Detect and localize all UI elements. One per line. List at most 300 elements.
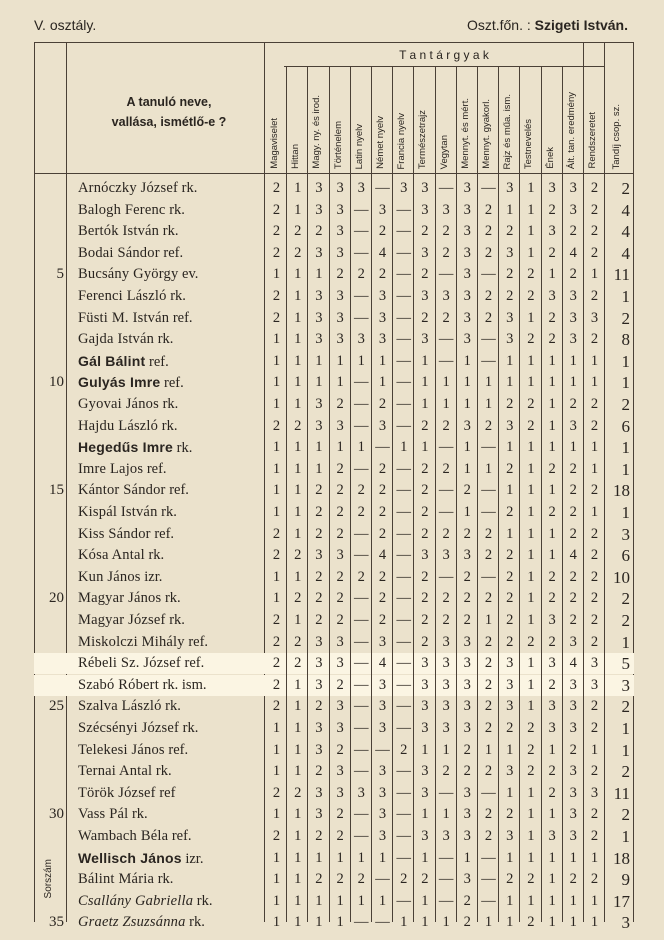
grade-cell: — [375, 741, 390, 758]
grade-cell: — [481, 892, 496, 909]
grade-cell: 2 [590, 288, 599, 304]
grade-cell: 1 [527, 612, 535, 628]
grade-cell: — [396, 784, 411, 801]
grade-cell: — [354, 201, 369, 218]
student-religion: ref. [169, 482, 189, 499]
grade-cell: 4 [569, 655, 577, 672]
student-name: Magyar József [78, 612, 166, 628]
student-name: Ternai Antal [78, 763, 153, 780]
grade-cell: — [354, 396, 369, 412]
grade-cell: — [396, 396, 411, 412]
grade-cell: 2 [527, 633, 535, 650]
grade-cell: 2 [272, 633, 281, 650]
grade-cell: 2 [463, 525, 471, 542]
grade-cell: 2 [315, 223, 323, 240]
grade-cell: 3 [463, 676, 471, 693]
grade-cell: 1 [569, 352, 577, 369]
grade-cell: — [481, 784, 496, 801]
grade-cell: 3 [506, 655, 514, 672]
grade-cell: — [481, 871, 496, 888]
grade-cell: — [354, 612, 369, 628]
fee-group-cell: 3 [621, 913, 630, 933]
table-row [34, 351, 634, 372]
column-header: Francia nyelv [396, 112, 408, 169]
grade-cell: 2 [548, 568, 556, 585]
grade-cell: 2 [484, 655, 493, 672]
grade-cell: 1 [378, 849, 387, 866]
table-row [34, 308, 634, 329]
student-name: Wambach Béla [78, 828, 169, 844]
grade-cell: 3 [336, 417, 344, 434]
grade-cell: 3 [315, 655, 323, 672]
grade-cell: 3 [336, 698, 344, 715]
grade-cell: 1 [272, 482, 281, 499]
grade-cell: 1 [527, 547, 535, 564]
grade-cell: 1 [294, 482, 302, 499]
grade-cell: 2 [315, 504, 323, 520]
grade-cell: 2 [421, 568, 429, 585]
grade-cell: 3 [442, 655, 450, 672]
grade-cell: 1 [463, 374, 471, 391]
grade-cell: 3 [506, 331, 514, 348]
grade-cell: 3 [548, 828, 556, 844]
grade-cell: 2 [569, 223, 577, 240]
grade-cell: 3 [506, 417, 514, 434]
grade-cell: 3 [569, 806, 577, 823]
grade-cell: 3 [463, 201, 471, 218]
grade-cell: 3 [336, 309, 344, 326]
table-row [34, 200, 634, 221]
grade-cell: 1 [272, 914, 281, 931]
grade-cell: 3 [336, 655, 344, 672]
grade-cell: — [438, 180, 454, 196]
column-header: Vegytan [438, 134, 450, 169]
subjects-group-header: T a n t á r g y a k [399, 48, 489, 62]
grade-cell: 2 [590, 331, 599, 348]
grade-cell: 3 [463, 266, 471, 283]
grade-cell: 1 [506, 201, 514, 218]
grade-cell: 2 [590, 828, 599, 844]
grade-cell: 2 [463, 612, 471, 628]
grade-cell: — [396, 504, 411, 520]
table-row [34, 264, 634, 285]
grade-cell: 2 [315, 612, 323, 628]
grade-cell: 1 [294, 352, 302, 369]
grade-cell: 1 [527, 784, 535, 801]
student-religion: rk. [161, 417, 178, 434]
grade-cell: 2 [336, 525, 344, 542]
grade-cell: 1 [294, 266, 302, 283]
grade-cell: 2 [421, 460, 429, 477]
student-religion: rk. [176, 440, 193, 457]
grade-cell: — [396, 374, 411, 391]
grade-cell: 2 [272, 417, 281, 434]
table-row [34, 826, 634, 847]
grade-cell: — [481, 331, 496, 348]
fee-group-cell: 2 [621, 179, 630, 198]
grade-cell: 3 [315, 288, 323, 304]
grade-cell: 1 [421, 741, 429, 758]
grade-cell: 1 [272, 331, 281, 348]
grade-cell: 2 [336, 266, 344, 283]
grade-cell: 1 [294, 698, 302, 715]
grade-cell: — [396, 590, 411, 607]
grade-cell: 1 [294, 828, 302, 844]
grade-cell: 1 [315, 374, 323, 391]
grade-cell: 1 [527, 590, 535, 607]
grade-cell: 2 [484, 244, 493, 261]
grade-cell: 1 [315, 914, 323, 931]
grade-cell: 1 [315, 439, 323, 456]
student-name-cell [78, 286, 186, 307]
student-religion: rk. [162, 396, 179, 412]
grade-cell: — [354, 244, 369, 261]
grade-cell: 3 [548, 655, 556, 672]
grade-cell: 1 [294, 288, 302, 304]
grade-cell: 2 [463, 590, 471, 607]
grade-cell: 1 [506, 439, 514, 456]
table-row [34, 524, 634, 545]
table-row [34, 221, 634, 242]
grade-cell: 1 [400, 439, 408, 456]
student-religion: rk. [170, 288, 186, 304]
grade-cell: 1 [484, 374, 493, 391]
student-religion: izr. [185, 850, 204, 867]
grade-cell: 2 [357, 568, 365, 585]
table-row [34, 912, 634, 933]
grade-cell: 1 [506, 482, 514, 499]
grade-cell: 3 [315, 201, 323, 218]
grade-cell: 2 [569, 871, 577, 888]
grade-cell: 1 [357, 892, 365, 909]
student-name-cell [78, 502, 177, 523]
grade-cell: 1 [294, 871, 302, 888]
grade-cell: 1 [336, 849, 344, 866]
student-name-cell [78, 718, 198, 739]
grade-cell: 3 [378, 720, 387, 736]
grade-cell: 2 [484, 806, 493, 823]
grade-cell: 2 [442, 244, 450, 261]
grade-cell: — [375, 180, 390, 196]
grade-cell: 2 [569, 568, 577, 585]
grade-cell: 1 [442, 374, 450, 391]
table-row [34, 869, 634, 890]
grade-cell: 3 [569, 309, 577, 326]
fee-group-cell: 2 [621, 805, 630, 825]
table-row [34, 459, 634, 480]
student-name-cell [78, 783, 175, 804]
grade-cell: 2 [421, 309, 429, 326]
grade-cell: 4 [378, 655, 387, 672]
grade-cell: 2 [442, 612, 450, 628]
column-header: Történelem [332, 120, 344, 169]
class-label: V. osztály. [34, 17, 97, 33]
grade-cell: — [354, 806, 369, 823]
grade-cell: — [481, 266, 496, 283]
grade-cell: — [396, 352, 411, 369]
grade-cell: 3 [421, 180, 429, 196]
grade-cell: 2 [378, 223, 387, 240]
fee-group-cell: 4 [621, 243, 630, 263]
fee-group-cell: 1 [621, 827, 630, 846]
grade-cell: 2 [421, 482, 429, 499]
grade-cell: 1 [421, 352, 429, 369]
student-name: Hegedűs Imre [78, 439, 173, 456]
grade-cell: 2 [294, 590, 302, 607]
fee-group-cell: 6 [621, 546, 630, 566]
grade-cell: 2 [421, 612, 429, 628]
grade-cell: 3 [590, 784, 599, 801]
student-religion: rk. [148, 547, 165, 564]
grade-cell: 3 [506, 180, 514, 196]
grade-cell: — [396, 288, 411, 304]
student-name: Graetz Zsuzsánna [78, 914, 186, 931]
grade-cell: 3 [421, 784, 429, 801]
grade-cell: 3 [336, 180, 344, 196]
grade-cell: 2 [336, 460, 344, 477]
grade-cell: 3 [315, 309, 323, 326]
grade-cell: 1 [378, 374, 387, 391]
grade-cell: 1 [378, 892, 387, 909]
grade-cell: 2 [506, 288, 514, 304]
grade-cell: 1 [484, 741, 493, 758]
grade-cell: 2 [357, 266, 365, 283]
fee-group-cell: 2 [621, 762, 630, 782]
grade-cell: 2 [442, 223, 450, 240]
grade-cell: 2 [442, 763, 450, 780]
grade-cell: 2 [569, 482, 577, 499]
grade-cell: — [396, 676, 411, 693]
grade-cell: 3 [336, 223, 344, 240]
table-row [34, 372, 634, 393]
grade-cell: — [438, 892, 454, 909]
grade-cell: 2 [548, 331, 556, 348]
grade-cell: 2 [548, 784, 556, 801]
grade-cell: 1 [506, 374, 514, 391]
grade-cell: 2 [590, 547, 599, 564]
grade-cell: 1 [442, 914, 450, 931]
grade-cell: 1 [272, 871, 281, 888]
grade-cell: 2 [442, 417, 450, 434]
grade-cell: 2 [357, 504, 365, 520]
grade-cell: 2 [590, 698, 599, 715]
student-name-cell [78, 329, 173, 350]
grade-cell: 1 [272, 352, 281, 369]
grade-cell: 1 [548, 849, 556, 866]
grade-cell: 2 [527, 266, 535, 283]
name-header: A tanuló neve, vallása, ismétlő-e ? [111, 95, 227, 129]
grade-cell: 2 [527, 396, 535, 412]
grade-cell: 1 [294, 568, 302, 585]
fee-group-cell: 1 [621, 632, 630, 652]
grade-cell: 2 [484, 828, 493, 844]
fee-group-cell: 9 [621, 870, 630, 890]
grade-cell: 2 [548, 201, 556, 218]
grade-cell: 3 [548, 288, 556, 304]
grade-cell: 1 [484, 612, 493, 628]
grade-cell: 2 [315, 568, 323, 585]
grade-cell: 2 [484, 309, 493, 326]
grade-cell: 4 [569, 547, 577, 564]
grade-cell: 1 [548, 439, 556, 456]
grade-cell: 2 [272, 525, 281, 542]
fee-group-cell: 2 [621, 611, 630, 630]
student-name-cell [78, 761, 172, 782]
grade-cell: 3 [421, 720, 429, 736]
grade-cell: 2 [506, 568, 514, 585]
grade-cell: 3 [378, 288, 387, 304]
grade-cell: — [396, 828, 411, 844]
grade-cell: 2 [272, 828, 281, 844]
grade-cell: 2 [527, 417, 535, 434]
grade-cell: — [481, 180, 496, 196]
student-religion: ref. [188, 633, 209, 650]
grade-cell: 1 [294, 309, 302, 326]
table-row [34, 848, 634, 869]
grade-cell: 2 [506, 871, 514, 888]
grade-cell: 2 [548, 676, 556, 693]
grade-cell: 3 [336, 288, 344, 304]
grade-cell: 1 [569, 374, 577, 391]
grade-cell: 3 [378, 806, 387, 823]
grade-cell: — [354, 460, 369, 477]
grade-cell: 3 [506, 763, 514, 780]
row-number: 15 [49, 482, 64, 499]
row-number: 35 [49, 914, 64, 931]
grade-cell: 2 [272, 288, 281, 304]
column-header: Testnevelés [523, 118, 535, 169]
fee-group-cell: 11 [613, 783, 630, 803]
grade-cell: 1 [421, 849, 429, 866]
grade-cell: 3 [421, 244, 429, 261]
grade-cell: 2 [294, 784, 302, 801]
grade-cell: 1 [506, 352, 514, 369]
grade-cell: 2 [548, 590, 556, 607]
grade-cell: 2 [272, 676, 281, 693]
grade-cell: 3 [569, 763, 577, 780]
grade-cell: 3 [421, 763, 429, 780]
grade-cell: — [396, 633, 411, 650]
grade-cell: 1 [294, 892, 302, 909]
grade-cell: 1 [548, 547, 556, 564]
grade-cell: — [396, 806, 411, 823]
grade-cell: 1 [506, 741, 514, 758]
grade-cell: 2 [484, 590, 493, 607]
student-name: Kun János [78, 568, 141, 585]
grade-cell: 1 [294, 676, 302, 693]
student-religion: rk. [169, 612, 185, 628]
grade-table [34, 42, 634, 933]
grade-cell: 2 [590, 590, 599, 607]
grade-cell: 2 [294, 655, 302, 672]
grade-cell: 2 [442, 460, 450, 477]
grade-cell: 1 [548, 914, 556, 931]
table-row [34, 740, 634, 761]
fee-group-cell: 1 [621, 373, 630, 393]
student-name: Kispál István [78, 504, 158, 520]
student-name-cell [78, 912, 205, 933]
grade-cell: 1 [272, 460, 281, 477]
grade-cell: 1 [442, 806, 450, 823]
grade-cell: — [354, 763, 369, 780]
student-name: Telekesi János [78, 741, 165, 758]
grade-cell: — [396, 482, 411, 499]
grade-cell: 3 [315, 244, 323, 261]
fee-group-cell: 18 [613, 848, 630, 868]
grade-cell: 1 [527, 655, 535, 672]
grade-cell: 3 [569, 331, 577, 348]
student-name-cell [78, 696, 181, 717]
student-religion: rk. [157, 871, 174, 888]
grade-cell: 1 [421, 396, 429, 412]
grade-cell: 1 [294, 180, 302, 196]
grade-cell: — [375, 914, 390, 931]
grade-cell: 2 [506, 460, 514, 477]
grade-cell: 1 [463, 504, 471, 520]
student-name-cell [78, 567, 162, 588]
grade-cell: 1 [506, 784, 514, 801]
grade-cell: 1 [272, 849, 281, 866]
grade-cell: 1 [336, 352, 344, 369]
grade-cell: 1 [272, 504, 281, 520]
grade-cell: — [438, 439, 454, 456]
grade-cell: 2 [548, 309, 556, 326]
grade-cell: 2 [484, 201, 493, 218]
row-number: 30 [49, 806, 64, 823]
grade-cell: 1 [484, 460, 493, 477]
grade-cell: 3 [442, 288, 450, 304]
grade-cell: 2 [421, 871, 429, 888]
grade-cell: 3 [357, 331, 365, 348]
table-row [34, 610, 634, 631]
column-header: Természetrajz [417, 109, 429, 169]
student-religion: ref. [168, 741, 189, 758]
grade-cell: 3 [548, 180, 556, 196]
grade-cell: 1 [315, 352, 323, 369]
grade-cell: 1 [421, 374, 429, 391]
table-row [34, 804, 634, 825]
grade-cell: 1 [421, 914, 429, 931]
grade-cell: 1 [294, 201, 302, 218]
grade-cell: 1 [527, 244, 535, 261]
grade-cell: 3 [336, 201, 344, 218]
grade-cell: 1 [527, 806, 535, 823]
grade-cell: 3 [400, 180, 408, 196]
grade-cell: 1 [272, 568, 281, 585]
grade-cell: 1 [294, 914, 302, 931]
grade-cell: — [354, 676, 369, 693]
grade-cell: — [354, 590, 369, 607]
fee-group-cell: 8 [621, 330, 630, 350]
grade-cell: 2 [315, 763, 323, 780]
student-name: Wellisch János [78, 849, 182, 866]
fee-group-cell: 2 [621, 697, 630, 717]
grade-cell: 2 [272, 698, 281, 715]
grade-cell: 3 [463, 828, 471, 844]
column-header: Tandíj csop. sz. [611, 103, 622, 169]
student-name: Szécsényi József [78, 720, 180, 736]
grade-cell: — [375, 871, 390, 888]
grade-cell: 2 [336, 806, 344, 823]
grade-cell: 3 [506, 676, 514, 693]
grade-cell: 1 [527, 828, 535, 844]
grade-cell: 1 [294, 763, 302, 780]
grade-cell: 1 [336, 439, 344, 456]
teacher-name: Szigeti István. [534, 17, 628, 33]
column-header: Mennyt. gyakorl. [481, 99, 492, 169]
grade-cell: 2 [590, 482, 599, 499]
grade-cell: 1 [590, 352, 599, 369]
